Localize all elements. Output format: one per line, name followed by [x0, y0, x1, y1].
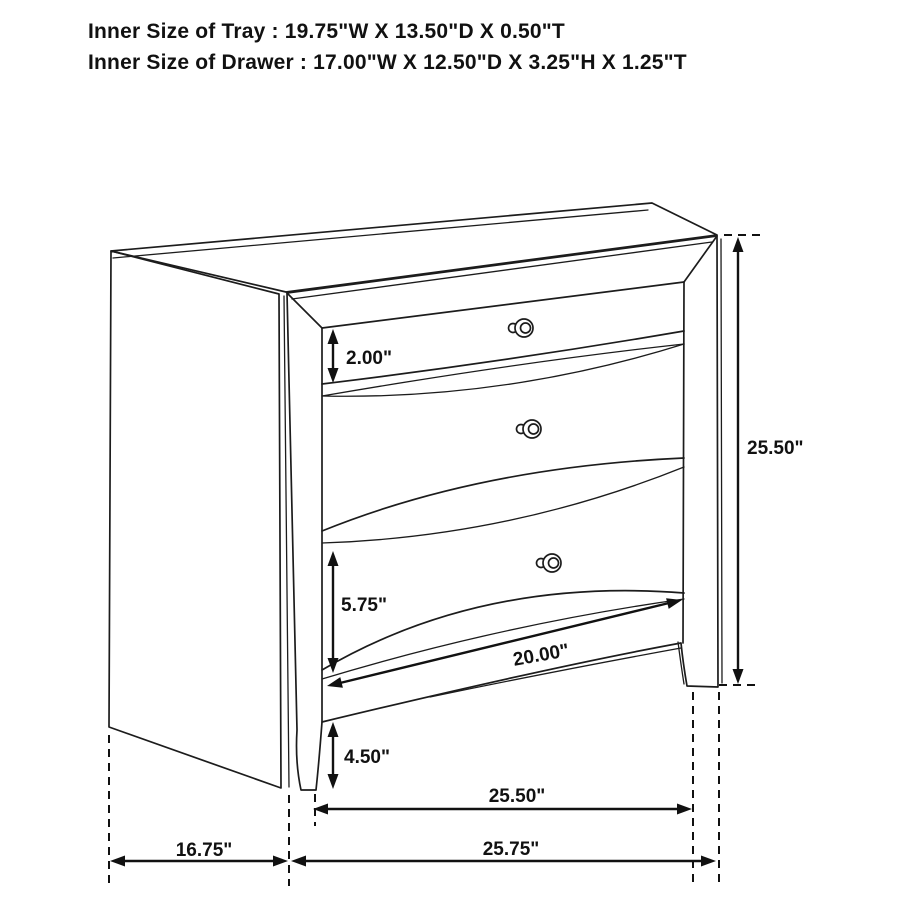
knob-inner — [549, 558, 559, 568]
top-front-crease — [292, 242, 712, 299]
extension-lines — [109, 235, 764, 888]
tray-top-edge — [322, 282, 684, 328]
nightstand-outline — [109, 203, 722, 790]
dimension-label: 25.50" — [488, 786, 546, 807]
divider2-upper-curve — [322, 458, 684, 531]
knob-inner — [521, 323, 531, 333]
inner-size-tray-line: Inner Size of Tray : 19.75"W X 13.50"D X 0.50"T — [88, 20, 565, 43]
side-panel — [109, 251, 281, 788]
inner-size-header — [88, 16, 687, 78]
tray-knob — [509, 319, 534, 337]
dimension-overall-width — [291, 839, 716, 867]
dimension-label: 2.00" — [346, 348, 392, 369]
bottom-drawer-knob — [537, 554, 562, 572]
inner-size-drawer-line: Inner Size of Drawer : 17.00"W X 12.50"D X 3.25"H X 1.25"T — [88, 51, 687, 74]
frame-bevel-right — [684, 236, 717, 282]
dimension-label: 4.50" — [344, 747, 390, 768]
dimension-front-width-between-legs — [313, 786, 692, 815]
dimension-leg-clearance — [328, 722, 391, 789]
dimension-label: 25.75" — [482, 839, 540, 860]
knob-inner — [529, 424, 539, 434]
dimension-bottom-drawer-height — [328, 551, 388, 673]
dimension-overall-height — [733, 237, 804, 684]
middle-drawer-knob — [517, 420, 542, 438]
dimension-label: 20.00" — [511, 640, 571, 671]
frame-bevel-left — [287, 293, 322, 328]
dimension-label: 16.75" — [175, 840, 233, 861]
dimension-side-depth — [110, 840, 288, 867]
top-back-edge-thickness — [113, 210, 648, 258]
front-face — [287, 236, 718, 790]
frame-inner-right — [683, 282, 684, 643]
dimension-tray-front-height — [328, 329, 393, 383]
right-side-thickness — [721, 239, 722, 683]
dimension-label: 5.75" — [341, 595, 387, 616]
dimension-label: 25.50" — [747, 438, 804, 459]
